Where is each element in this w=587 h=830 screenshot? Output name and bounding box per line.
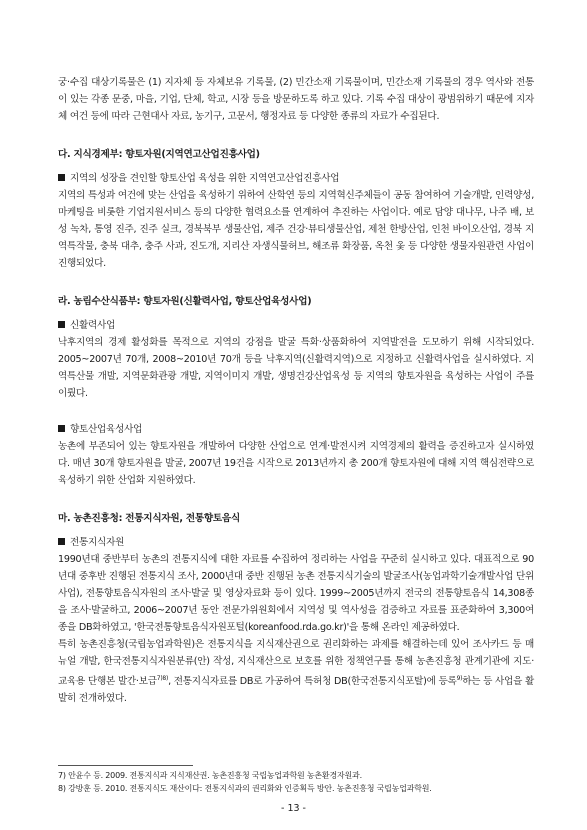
paragraph-traditional-knowledge-2: 특히 농촌진흥청(국립농업과학원)은 전통지식을 지식재산권으로 권리화하는 과제를 해결하는데 있어 조사카드 등 매뉴얼 개발, 한국전통지식자원분류(안) 작성, 지식재산으로 보호를 위한 정책연구를 통해 농촌진흥청 관계기관에 지도·교육용 단행본 발간·보급$^{7)8)}$, 전통지식자료를 DB로 가공하여 특허청 DB(한국전통지식포탈)에 등록$^{9)}$하는 등 사업을 활발히 전개하였다. <box>58 639 534 705</box>
footnote-ref-9[interactable]: 9) <box>456 675 463 682</box>
footnote-8: 8) 강방훈 등. 2010. 전통지식도 재산이다: 전통지식과의 권리화와 인증획득 방안. 농촌진흥청 국립농업과학원. <box>58 783 432 793</box>
section-heading-ma: 마. 농촌진흥청: 전통지식자원, 전통향토음식 <box>58 513 240 524</box>
footnote-ref-8[interactable]: 8) <box>162 675 169 682</box>
square-bullet-icon <box>58 538 65 545</box>
section-heading-da: 다. 지식경제부: 향토자원(지역연고산업진흥사업) <box>58 149 260 160</box>
footnote-divider <box>58 765 193 766</box>
subheading-new-vitality: 신활력사업 <box>58 317 534 334</box>
square-bullet-icon <box>58 321 65 328</box>
footnote-ref-7[interactable]: 7) <box>156 675 163 682</box>
subheading-local-industry: 향토산업육성사업 <box>58 421 534 438</box>
subheading-traditional-knowledge: 전통지식자원 <box>58 534 534 551</box>
page-body <box>58 74 534 707</box>
paragraph-new-vitality: 낙후지역의 경제 활성화를 목적으로 지역의 강점을 발굴 특화·상품화하여 지역발전을 도모하기 위해 시작되었다. 2005~2007년 70개, 2008~2010년 70개 등을 낙후지역(신활력지역)으로 지정하고 신활력사업을 실시하였다. 지역특산물 개발, 지역문화관광 개발, 지역이미지 개발, 생명건강산업육성 등 지역의 향토자원을 육성하는 사업이 주를 이뤘다. <box>58 337 534 399</box>
paragraph-local-industry: 농촌에 부존되어 있는 향토자원을 개발하여 다양한 산업으로 연계·발전시켜 지역경제의 활력을 증진하고자 실시하였다. 매년 30개 향토자원을 발굴, 2007년 19건을 시작으로 2013년까지 총 200개 향토자원에 대해 지역 핵심전략으로 육성하기 위한 산업화 지원하였다. <box>58 441 534 486</box>
section-heading-ra: 라. 농림수산식품부: 향토자원(신활력사업, 향토산업육성사업) <box>58 296 312 307</box>
square-bullet-icon <box>58 174 65 181</box>
page-number: - 13 - <box>281 803 306 814</box>
square-bullet-icon <box>58 425 65 432</box>
intro-paragraph: 궁·수집 대상기록물은 (1) 지자체 등 자체보유 기록물, (2) 민간소재 기록물이며, 민간소재 기록물의 경우 역사와 전통이 있는 각종 문중, 마을, 기업, 단체, 학교, 시장 등을 방문하도록 하고 있다. 기록 수집 대상이 광범위하기 때문에 지자체 여건 등에 따라 근현대사 자료, 농기구, 고문서, 행정자료 등 다양한 종류의 자료가 수집된다. <box>58 77 534 122</box>
paragraph-regional-industry: 지역의 특성과 여건에 맞는 산업을 육성하기 위하여 산학연 등의 지역혁신주체들이 공동 참여하여 기술개발, 인력양성, 마케팅을 비롯한 기업지원서비스 등의 다양한 협력요소를 연계하여 추진하는 사업이다. 예로 담양 대나무, 나주 배, 보성 녹차, 통영 진주, 진주 실크, 경북북부 생물산업, 제주 건강·뷰티생물산업, 제천 한방산업, 인천 바이오산업, 경북 지역특작물, 충북 대추, 충주 사과, 진도개, 지리산 자생식물허브, 해조류 화장품, 옥천 옻 등 다양한 생물자원관련 사업이 진행되었다. <box>58 190 534 269</box>
subheading-regional-industry: 지역의 성장을 견인할 향토산업 육성을 위한 지역연고산업진흥사업 <box>58 170 534 187</box>
footnotes <box>58 765 534 795</box>
paragraph-traditional-knowledge-1: 1990년대 중반부터 농촌의 전통지식에 대한 자료를 수집하여 정리하는 사업을 꾸준히 실시하고 있다. 대표적으로 90년대 중후반 진행된 전통지식 조사, 2000년대 중반 진행된 농촌 전통지식기술의 발굴조사(농업과학기술개발사업 단위사업), 전통향토음식자원의 조사·발굴 및 영상자료화 등이 있다. 1999~2005년까지 전국의 전통향토음식 14,308종을 조사·발굴하고, 2006~2007년 동안 전문가위원회에서 지역성 및 역사성을 검증하고 자료를 표준화하여 3,300여종을 DB화하였고, '한국전통향토음식자원포털(koreanfood.rda.go.kr)'을 통해 온라인 제공하였다. <box>58 554 534 633</box>
footnote-7: 7) 안윤수 등. 2009. 전통지식과 지식재산권. 농촌진흥청 국립농업과학원 농촌환경자원과. <box>58 771 362 780</box>
